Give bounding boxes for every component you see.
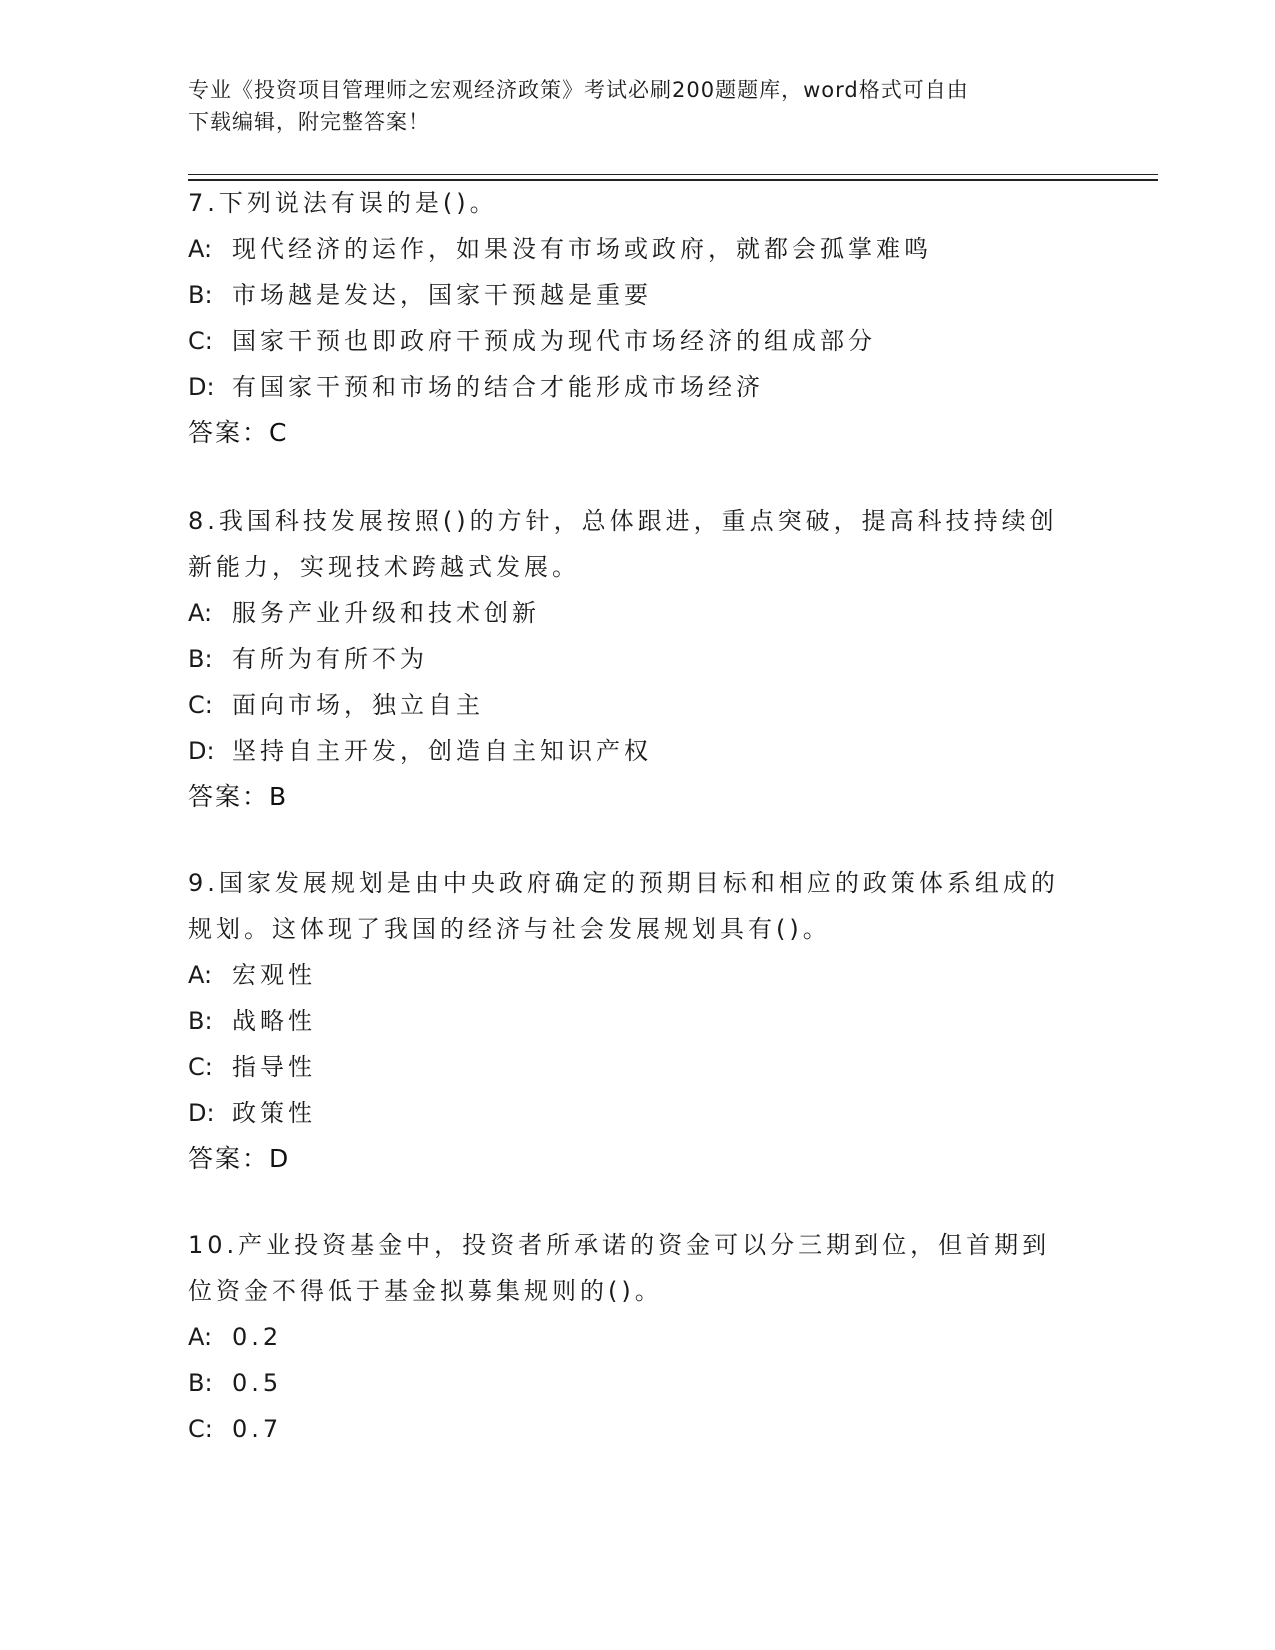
option-text: 坚持自主开发，创造自主知识产权 [232,737,652,765]
option-key: B: [188,281,213,309]
answer-line [188,1136,1068,1182]
option-text: 0.7 [232,1415,283,1443]
header-divider-thin [188,174,1158,175]
answer-label: 答案： [188,782,270,811]
option-a [188,952,1068,998]
option-text: 0.5 [232,1369,283,1397]
answer-line [188,410,1068,456]
option-key: B: [188,1369,213,1397]
option-key: B: [188,1007,213,1035]
question-stem: 8.我国科技发展按照()的方针，总体跟进，重点突破，提高科技持续创新能力，实现技术跨越式发展。 [188,507,1058,581]
option-a [188,590,1068,636]
option-c [188,682,1068,728]
answer-line [188,774,1068,820]
header-line-2: 下载编辑，附完整答案！ [188,110,430,134]
option-a [188,226,1068,272]
option-d [188,1090,1068,1136]
option-text: 指导性 [232,1053,316,1081]
option-c [188,1044,1068,1090]
option-b [188,998,1068,1044]
option-key: A: [188,235,213,263]
option-text: 市场越是发达，国家干预越是重要 [232,281,652,309]
option-c [188,318,1068,364]
option-text: 有所为有所不为 [232,645,428,673]
answer-value: C [269,418,287,447]
option-key: C: [188,691,213,719]
option-text: 有国家干预和市场的结合才能形成市场经济 [232,373,764,401]
option-key: C: [188,327,213,355]
option-key: A: [188,1323,213,1351]
option-a [188,1314,1068,1360]
header-line-1: 专业《投资项目管理师之宏观经济政策》考试必刷200题题库，word格式可自由 [188,78,969,102]
option-text: 服务产业升级和技术创新 [232,599,540,627]
option-text: 面向市场，独立自主 [232,691,484,719]
option-key: A: [188,599,213,627]
question-7 [188,180,1068,456]
option-key: C: [188,1053,213,1081]
option-text: 政策性 [232,1099,316,1127]
option-key: D: [188,1099,215,1127]
question-stem: 7.下列说法有误的是()。 [188,189,498,217]
option-b [188,1360,1068,1406]
question-stem: 9.国家发展规划是由中央政府确定的预期目标和相应的政策体系组成的规划。这体现了我国的经济与社会发展规划具有()。 [188,869,1059,943]
option-key: B: [188,645,213,673]
option-key: D: [188,373,215,401]
option-text: 宏观性 [232,961,316,989]
option-key: A: [188,961,213,989]
answer-value: D [269,1144,289,1173]
answer-label: 答案： [188,1144,270,1173]
option-text: 战略性 [232,1007,316,1035]
question-8 [188,498,1068,820]
option-text: 0.2 [232,1323,283,1351]
option-text: 现代经济的运作，如果没有市场或政府，就都会孤掌难鸣 [232,235,932,263]
option-key: C: [188,1415,213,1443]
option-b [188,272,1068,318]
option-key: D: [188,737,215,765]
option-text: 国家干预也即政府干预成为现代市场经济的组成部分 [232,327,876,355]
question-10 [188,1222,1068,1452]
option-d [188,728,1068,774]
option-c [188,1406,1068,1452]
answer-label: 答案： [188,418,270,447]
question-9 [188,860,1068,1182]
option-d [188,364,1068,410]
answer-value: B [269,782,287,811]
document-header [188,74,1088,138]
option-b [188,636,1068,682]
question-stem: 10.产业投资基金中，投资者所承诺的资金可以分三期到位，但首期到位资金不得低于基金拟募集规则的()。 [188,1231,1051,1305]
